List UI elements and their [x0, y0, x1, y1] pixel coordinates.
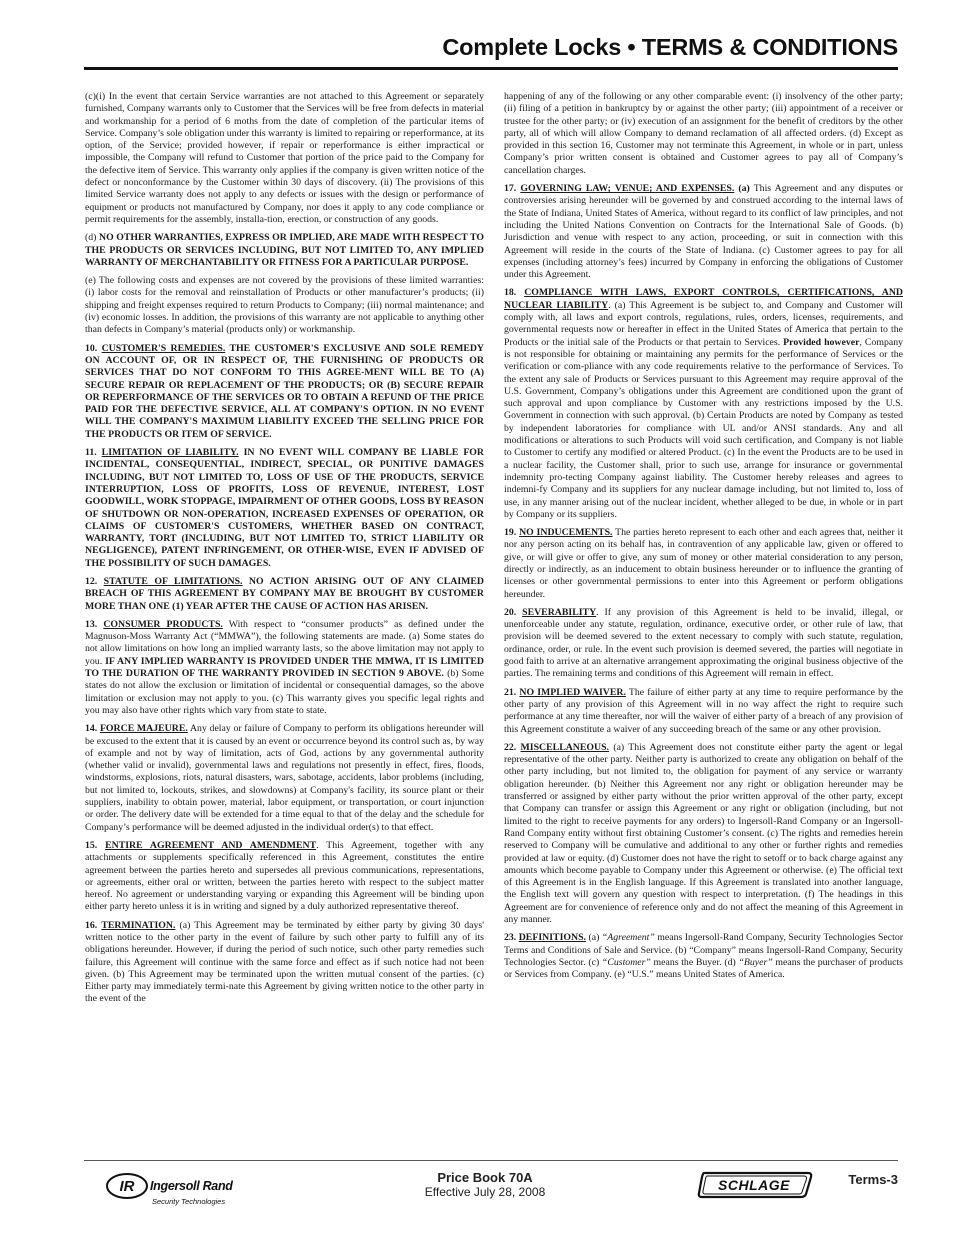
ir-brand-name: Ingersoll Rand [150, 1179, 233, 1193]
section-16-continued: happening of any of the following or any other comparable event: (i) insolvency of the other party; (ii) filing of a petition in bankruptcy by or against the other party; (iii) appointment of a receiver or trustee for the other party; or (iv) execution of an assignment for the benefit of creditors by the other party, all of which will allow Company to demand reclamation of all affected orders. (d) Except as provided in this section 16, Customer may not terminate this Agreement, in whole or in part, unless Company’s prior written consent is obtained and Customer agrees to pay all of Company’s cancellation charges. [504, 91, 903, 176]
section-22-number: 22. [504, 741, 517, 753]
footer-center [380, 1170, 590, 1199]
section-23 [504, 932, 903, 981]
paragraph-9e: (e) The following costs and expenses are not covered by the provisions of these limited warranties: (i) labor costs for the removal and reinstallation of Products or other manufacturer’s products; (ii) shipping and freight expenses required to return Products to Company; (iii) normal maintenance; and (iv) economic losses. In addition, the provisions of this warranty are not applicable to anything other than defects in Company’s material (products only) or workmanship. [85, 275, 484, 336]
paragraph-9d-number: (d) [85, 232, 97, 244]
section-12-heading: STATUTE OF LIMITATIONS. [103, 575, 243, 587]
section-19-heading: NO INDUCEMENTS. [519, 527, 613, 539]
section-23-heading: DEFINITIONS. [518, 932, 586, 944]
section-14-heading: FORCE MAJEURE. [99, 723, 188, 735]
section-20-heading: SEVERABILITY [522, 606, 597, 618]
paragraph-9c: (c)(i) In the event that certain Service warranties are not attached to this Agreement or separately furnished, Company warrants only to Customer that the Services will be free from defects in material and workmanship for a period of 6 moths from the date of completion of the particular items of Service. Company’s sole obligation under this warranty is limited to repairing or reperformance, at its option, of the Service; provided however, if repair or reperformance is either impractical or impossible, the Company will refund to Customer that portion of the price paid to the Company for the defective item of Service. This warranty only applies if the company is given written notice of the defect or nonconformance by the Customer within 30 days of discovery. (ii) The provisions of this limited Service warranty does not apply to any defects or issues with the design or performance of equipment or products not manufactured by Company, nor does it apply to any code compliance or permit requirements for the assembly, installa-tion, erection, or construction of any goods. [85, 91, 484, 225]
section-22-text: (a) This Agreement does not constitute either party the agent or legal representative of the other party. Neither party is authorized to create any obligation on behalf of the other party including, but not limited to, the obligation for payment of any service or warranty obligation hereunder. (b) Neither this Agreement nor any right or obligation hereunder may be transferred or assigned by either party without the prior written approval of the other party, except that Company can transfer or assign this Agreement or any right or obligation (including, but not limited to the right to receive payments for any orders) to Ingersoll-Rand Company or an Ingersoll-Rand Company entity without first obtaining Customer’s consent. (c) The rights and remedies herein reserved to Company will be cumulative and additional to any other or further rights and remedies provided at law or equity. (d) Customer does not have the right to setoff or to back charge against any amounts which become payable to Company under this Agreement or otherwise. (e) The official text of this Agreement is in the English language. If this Agreement is translated into another language, the English text will govern any question with respect to interpretation. (f) The headings in this Agreement are for convenience of reference only and do not affect the meaning of this Agreement in any manner. [504, 741, 903, 925]
section-12-text: NO ACTION ARISING OUT OF ANY CLAIMED BREACH OF THIS AGREEMENT BY COMPANY MAY BE BROUGHT BY CUSTOMER MORE THAN ONE (1) YEAR AFTER THE CAUSE OF ACTION HAS ARISEN. [85, 575, 484, 612]
section-16-text: (a) This Agreement may be terminated by either party by giving 30 days' written notice to the other party in the event of failure by such other party to fulfill any of its obligations hereunder. However, if during the period of such notice, such other party remedies such failure, this Agreement will continue with the same force and effect as if such notice had not been given. (b) This Agreement may be terminated upon the written mutual consent of the parties. (c) Either party may immediately termi-nate this Agreement by giving written notice to the other party in the event of the [85, 919, 485, 1005]
section-19 [504, 527, 903, 601]
section-23-text-4: means the purchaser of products or Services from Company. (e) “U.S.” means United States of America. [504, 956, 903, 981]
section-21-number: 21. [504, 686, 517, 698]
section-23-term-customer: “Customer” [601, 956, 651, 968]
section-21 [504, 687, 903, 736]
paragraph-9d-text: NO OTHER WARRANTIES, EXPRESS OR IMPLIED, ARE MADE WITH RESPECT TO THE PRODUCTS OR SERVICES INCLUDING, BUT NOT LIMITED TO, ANY IMPLIED WARRANTY OF MERCHANTABILITY OR FITNESS FOR A PARTICULAR PURPOSE. [85, 232, 484, 268]
section-19-text: The parties hereto represent to each other and each agrees that, neither it nor any person acting on its behalf has, in contravention of any applicable law, given or offered to give, or will give or offer to give, any sum of money or other material consideration to any person, directly or indirectly, as an inducement to obtain business hereunder or to influence the granting of licenses or other governmental permissions to enter into this Agreement or perform obligations hereunder. [504, 527, 903, 600]
section-13 [85, 619, 484, 717]
footer-rule [84, 1160, 898, 1161]
section-20 [504, 607, 903, 681]
section-14-text: Any delay or failure of Company to perform its obligations hereunder will be excused to the extent that it is caused by an event or occurrence beyond its control such as, by way of example and not by way of limitation, acts of God, actions by any governmental authority (whether valid or invalid), governmental laws and regulations not presently in effect, fires, floods, windstorms, explosions, riots, natural disasters, wars, sabotage, accidents, labor problems (including, but not limited to, lockouts, strikes, and slowdowns) at Company's facility, its source plant or their suppliers, inability to obtain power, material, labor equipment, or transportation, or court injunction or order. The delivery date will be extended for a time equal to that of the delay and the schedule for Company’s performance will be deemed adjusted in the individual order(s) to that effect. [85, 723, 484, 833]
section-23-term-buyer: “Buyer” [738, 956, 773, 968]
section-23-text-1: (a) [588, 932, 600, 944]
section-18-bold: Provided however [783, 336, 860, 348]
section-14-number: 14. [85, 723, 98, 735]
section-11 [85, 447, 484, 570]
right-column [504, 91, 903, 987]
price-book-label: Price Book 70A [437, 1170, 533, 1185]
section-17-a: (a) [738, 183, 750, 195]
section-22-heading: MISCELLANEOUS. [520, 741, 610, 753]
section-15-heading: ENTIRE AGREEMENT AND AMENDMENT [105, 839, 317, 851]
section-18-heading: COMPLIANCE WITH LAWS, EXPORT CONTROLS, CERTIFICATIONS, AND NUCLEAR LIABILITY [504, 287, 903, 311]
section-13-number: 13. [85, 618, 98, 630]
section-23-term-agreement: “Agreement” [601, 932, 655, 944]
section-23-text-2: means Ingersoll-Rand Company, Security Technologies Sector Terms and Conditions of Sale and Service. (b) “Company” means Ingersoll-Rand Company, Security Technologies Sector. (c) [504, 932, 903, 968]
section-18-text-2: , Company is not responsible for obtaining or maintaining any permits for the performance of Services or the verification or com-pliance with any code requirements relative to the performance of Services. To the extent any sale of Products or Services pursuant to this Agreement may require approval of the U.S. Government, Company’s obligations under this Agreement are conditioned upon the grant of such approval and upon compliance by Customer with any restrictions imposed by the U.S. Government in connection with such approval. (b) Certain Products are noted by Company as tested by independent laboratories for compliance with UL and/or ANSI standards. Any and all modifications or alterations to such Products will void such certification, and Company is not liable to Customer to certify any modified or altered Product. (c) In the event the Products are to be used in a nuclear facility, the Customer shall, prior to such use, arrange for insurance or governmental indemnity pro-tecting Company against liability. The Customer hereby releases and agrees to indemni-fy Company and its suppliers for any nuclear damage including, but not limited to, loss of use, in any manner arising out of the nuclear incident, whether alleged to be due, in whole or in part by Company or its suppliers. [504, 336, 903, 520]
section-19-number: 19. [504, 527, 517, 539]
section-23-text-3: means the Buyer. (d) [653, 956, 736, 968]
ir-brand-subtitle: Security Technologies [152, 1197, 226, 1206]
section-21-text: The failure of either party at any time to require performance by the other party of any provision of this Agreement will in no way affect the right to require such performance at any time thereafter, nor will the waiver of either party of a breach of any provision of this Agreement constitute a waiver of any succeeding breach of the same or any other provision. [504, 686, 904, 735]
section-18-number: 18. [504, 287, 517, 299]
section-15-number: 15. [85, 839, 98, 851]
section-13-text-1: With respect to “consumer products” as defined under the Magnuson-Moss Warranty Act (“MMWA”), the following statements are made. (a) Some states do not allow limitations on how long an implied warranty lasts, so the above limitation may not apply to you. [85, 618, 485, 667]
section-10 [85, 343, 484, 441]
section-16 [85, 920, 484, 1006]
section-15 [85, 840, 484, 914]
left-column [85, 91, 484, 1012]
section-17 [504, 183, 903, 281]
section-10-text: THE CUSTOMER'S EXCLUSIVE AND SOLE REMEDY ON ACCOUNT OF, OR IN RESPECT OF, THE FURNISHING OF PRODUCTS OR SERVICES THAT DO NOT CONFORM TO THIS AGREE-MENT WILL BE TO (A) SECURE REPAIR OR REPLACEMENT OF THE PRODUCTS; OR (B) SECURE REPAIR OR REPERFORMANCE OF THE SERVICES OR TO OBTAIN A REFUND OF THE PRICE PAID FOR THE DEFECTIVE SERVICE, ALL AT COMPANY'S OPTION. IN NO EVENT WILL THE COMPANY'S MAXIMUM LIABILITY EXCEED THE SELLING PRICE FOR THE PRODUCTS OR ITEM OF SERVICE. [85, 342, 485, 440]
schlage-logo-text: SCHLAGE [718, 1177, 790, 1193]
section-14 [85, 723, 484, 834]
section-10-heading: CUSTOMER'S REMEDIES. [101, 342, 226, 354]
section-12 [85, 576, 484, 613]
section-13-bold: IF ANY IMPLIED WARRANTY IS PROVIDED UNDER THE MMWA, IT IS LIMITED TO THE DURATION OF THE WARRANTY PROVIDED IN SECTION 9 ABOVE. [85, 655, 484, 680]
section-17-text: This Agreement and any disputes or controversies arising hereunder will be governed by and construed according to the internal laws of the State of Indiana, United States of America, without regard to its conflict of law principles, and not including the United Nations Convention on Contracts for the International Sale of Goods. (b) Jurisdiction and venue with respect to any action, proceeding, or suit in connection with this Agreement will reside in the courts of the State of Indiana. (c) Customer agrees to pay for all expenses (including attorney’s fees) incurred by Company in enforcing the obligations of Customer under this Agreement. [504, 183, 903, 281]
ir-mark-icon [106, 1172, 148, 1200]
schlage-logo [696, 1170, 814, 1200]
section-11-heading: LIMITATION OF LIABILITY. [101, 447, 239, 459]
section-16-number: 16. [85, 919, 98, 931]
section-17-number: 17. [504, 183, 517, 195]
section-16-heading: TERMINATION. [101, 919, 176, 931]
section-10-number: 10. [85, 342, 98, 354]
section-17-heading: GOVERNING LAW; VENUE; AND EXPENSES. [520, 183, 735, 195]
section-18 [504, 287, 903, 521]
section-13-text-2: (b) Some states do not allow the exclusion or limitation of incidental or consequential damages, so the above limitation or exclusion may not apply to you. (c) This warranty gives you specific legal rights and you may also have other rights which vary from state to state. [85, 668, 484, 716]
section-12-number: 12. [85, 575, 98, 587]
section-22 [504, 742, 903, 926]
section-11-number: 11. [85, 447, 97, 459]
section-23-number: 23. [504, 932, 517, 944]
header-rule [84, 67, 898, 70]
section-21-heading: NO IMPLIED WAIVER. [519, 686, 626, 698]
section-20-number: 20. [504, 606, 517, 618]
paragraph-9d [85, 232, 484, 269]
effective-date: Effective July 28, 2008 [424, 1185, 546, 1199]
section-18-text-1: . (a) This Agreement is be subject to, and Company and Customer will comply with, all laws and export controls, regulations, rules, orders, licenses, requirements, and governmental requests now or hereafter in effect in the United States of America that pertain to the Products or the initial sale of the Products or that pertain to Services. [504, 299, 903, 348]
ir-mark-text: IR [119, 1178, 135, 1195]
page-number: Terms-3 [848, 1172, 898, 1187]
section-13-heading: CONSUMER PRODUCTS. [103, 618, 223, 630]
section-11-text: IN NO EVENT WILL COMPANY BE LIABLE FOR INCIDENTAL, CONSEQUENTIAL, INDIRECT, SPECIAL, OR PUNITIVE DAMAGES INCLUDING, BUT NOT LIMITED TO, LOSS OF USE OF THE PRODUCTS, SERVICE INTERRUPTION, LOSS OF PROFITS, LOSS OF REVENUE, INTEREST, LOST GOODWILL, WORK STOPPAGE, IMPAIRMENT OF OTHER GOODS, LOSS BY REASON OF SHUTDOWN OR NON-OPERATION, INCREASED EXPENSES OF OPERATION, OR CLAIMS OF CUSTOMER'S CUSTOMERS, WHETHER BASED ON CONTRACT, WARRANTY, TORT (INCLUDING, BUT NOT LIMITED TO, STRICT LIABILITY OR NEGLIGENCE), PATENT INFRINGEMENT, OR OTHER-WISE, EVEN IF ADVISED OF THE POSSIBILITY OF SUCH DAMAGES. [85, 447, 485, 569]
ingersoll-rand-logo [106, 1170, 256, 1210]
section-20-text: . If any provision of this Agreement is held to be invalid, illegal, or unenforceable under any statute, regulation, ordinance, executive order, or other rule of law, that provision will be deemed severed to the extent necessary to comply with such statute, regulation, ordinance, order, or rule. In the event such provision is deemed severed, the parties will negotiate in good faith to arrive at an alternative arrangement approximating the original business objective of the parties. The remaining terms and conditions of this Agreement will remain in effect. [504, 606, 903, 680]
page-title: Complete Locks • TERMS & CONDITIONS [442, 34, 898, 60]
section-15-text: . This Agreement, together with any attachments or supplements specifically referenced in this Agreement, constitutes the entire agreement between the parties hereto and supersedes all previous communications, representations, or agreements, either oral or written, between the parties hereto with respect to the subject matter hereof. No agreement or understanding varying or expanding this Agreement will be binding upon either party hereto unless it is in writing and signed by a duly authorized representative thereof. [85, 839, 485, 913]
